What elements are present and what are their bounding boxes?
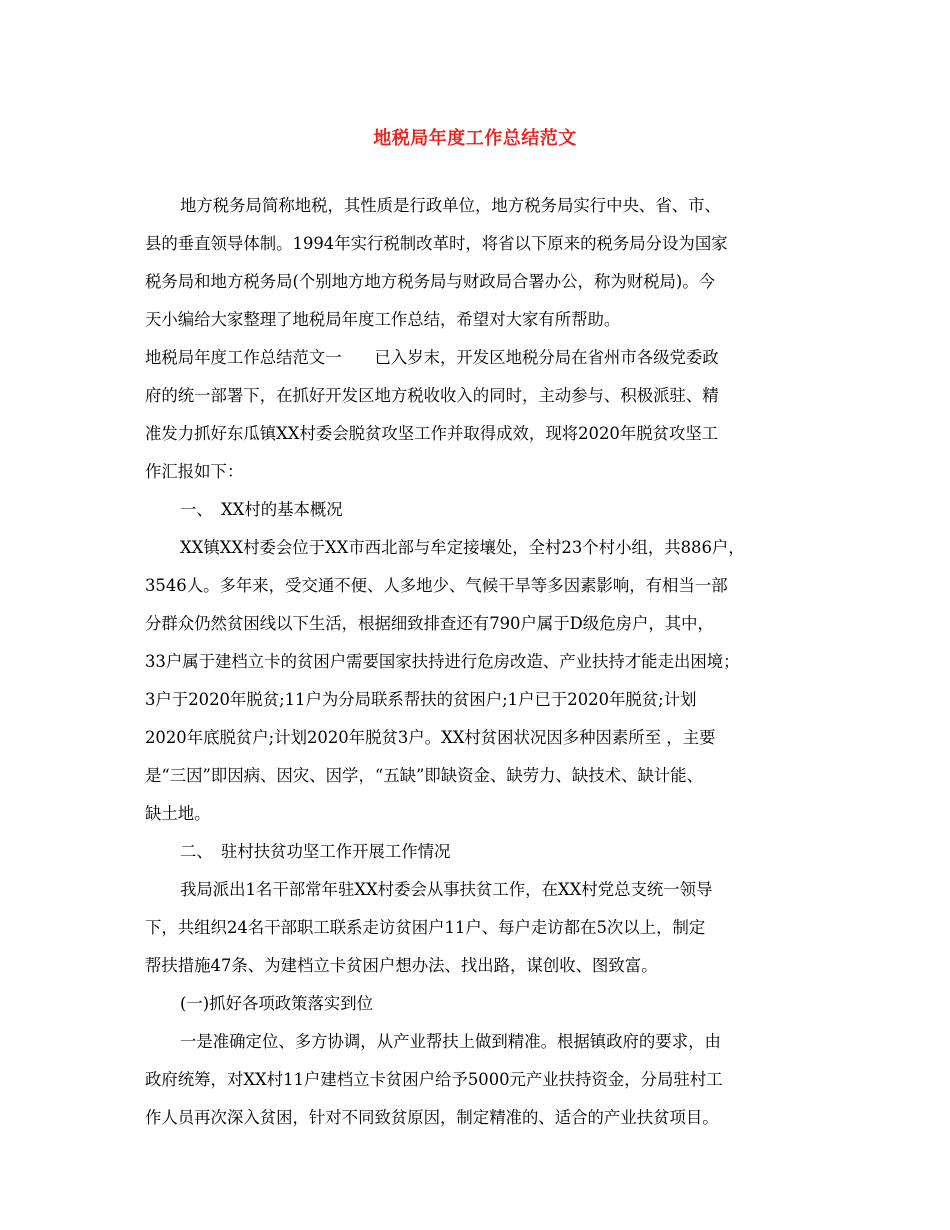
paragraph-line: 政府统筹，对XX村11户建档立卡贫困户给予5000元产业扶持资金，分局驻村工	[145, 1070, 723, 1089]
paragraph-line: 县的垂直领导体制。1994年实行税制改革时，将省以下原来的税务局分设为国家	[145, 234, 728, 253]
paragraph-line: 2020年底脱贫户;计划2020年脱贫3户。XX村贫困状况因多种因素所至 ，主要	[145, 728, 716, 747]
paragraph-line: 税务局和地方税务局(个别地方地方税务局与财政局合署办公，称为财税局)。今	[145, 272, 716, 291]
paragraph-line: 帮扶措施47条、为建档立卡贫困户想办法、找出路，谋创收、图致富。	[145, 956, 658, 975]
paragraph-line: 一是准确定位、多方协调，从产业帮扶上做到精准。根据镇政府的要求，由	[180, 1032, 721, 1051]
paragraph-line: XX镇XX村委会位于XX市西北部与牟定接壤处，全村23个村小组，共886户，	[180, 538, 745, 557]
paragraph-line: 下，共组织24名干部职工联系走访贫困户11户、每户走访都在5次以上，制定	[145, 918, 706, 937]
paragraph-line: 作人员再次深入贫困，针对不同致贫原因，制定精准的、适合的产业扶贫项目。	[145, 1108, 719, 1127]
paragraph-line: 缺土地。	[145, 804, 211, 823]
paragraph-line: 准发力抓好东瓜镇XX村委会脱贫攻坚工作并取得成效，现将2020年脱贫攻坚工	[145, 424, 719, 443]
paragraph-line: 我局派出1名干部常年驻XX村委会从事扶贫工作，在XX村党总支统一领导	[180, 880, 713, 899]
paragraph-line: 3546人。多年来，受交通不便、人多地少、气候干旱等多因素影响，有相当一部	[145, 576, 728, 595]
section-heading: 一、 XX村的基本概况	[180, 500, 343, 519]
subsection-heading: (一)抓好各项政策落实到位	[180, 994, 374, 1013]
paragraph-line: 府的统一部署下，在抓好开发区地方税收收入的同时，主动参与、积极派驻、精	[145, 386, 719, 405]
paragraph-line: 天小编给大家整理了地税局年度工作总结，希望对大家有所帮助。	[145, 310, 621, 329]
paragraph-line: 地方税务局简称地税，其性质是行政单位，地方税务局实行中央、省、市、	[180, 196, 721, 215]
paragraph-line: 3户于2020年脱贫;11户为分局联系帮扶的贫困户;1户已于2020年脱贫;计划	[145, 690, 697, 709]
paragraph-line: 作汇报如下：	[145, 462, 244, 481]
paragraph-line: 地税局年度工作总结范文一 已入岁末，开发区地税分局在省州市各级党委政	[145, 348, 719, 367]
paragraph-line: 分群众仍然贫困线以下生活，根据细致排查还有790户属于D级危房户，其中，	[145, 614, 714, 633]
section-heading: 二、 驻村扶贫功坚工作开展工作情况	[180, 842, 451, 861]
paragraph-line: 33户属于建档立卡的贫困户需要国家扶持进行危房改造、产业扶持才能走出困境；	[145, 652, 740, 671]
paragraph-line: 是“三因”即因病、因灾、因学，“五缺”即缺资金、缺劳力、缺技术、缺计能、	[145, 766, 704, 785]
document-title: 地税局年度工作总结范文	[373, 128, 577, 149]
